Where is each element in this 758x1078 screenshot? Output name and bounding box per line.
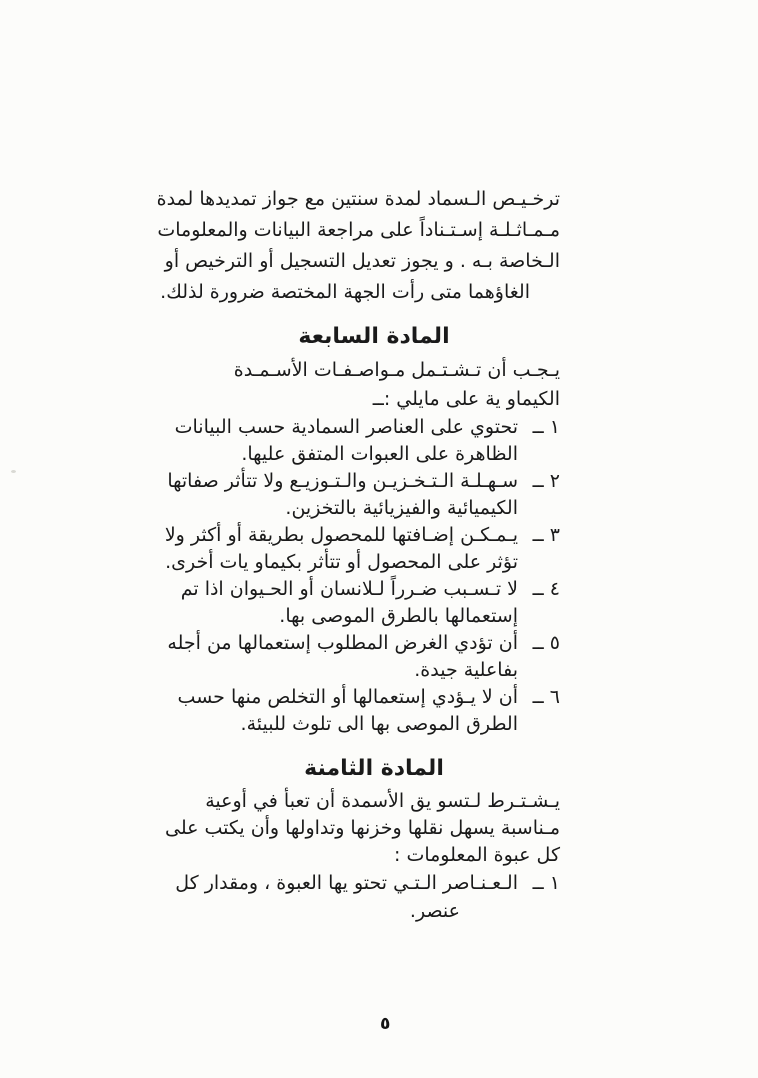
list-item [167, 630, 560, 684]
list-item [177, 684, 560, 738]
list-item-continuation-line: بفاعلية جيدة. [414, 659, 518, 681]
text-line: يـشـتـرط لـتسو يق الأسمدة أن تعبأ في أوعية [205, 790, 560, 812]
list-item-continuation-line: عنصر. [409, 900, 460, 922]
page-number: ٥ [380, 1014, 391, 1034]
text-line: يـجـب أن تـشـتـمل مـواصـفـات الأسـمـدة [233, 359, 560, 381]
list-item-continuation-line: الطرق الموصى بها الى تلوث للبيئة. [240, 713, 518, 735]
list-item-continuation-line: الكيميائية والفيزيائية بالتخزين. [285, 497, 518, 519]
list-item [164, 522, 560, 576]
item-marker: ٢ ــ [532, 470, 560, 492]
item-marker: ١ ــ [532, 416, 560, 438]
list-item-first-line [180, 576, 560, 603]
article-eight-heading: المادة الثامنة [304, 756, 444, 781]
list-item-first-line [174, 414, 560, 441]
article-seven-list [164, 414, 560, 738]
text-line: كل عبوة المعلومات : [394, 844, 560, 866]
list-item-first-line [164, 522, 560, 549]
list-item [174, 414, 560, 468]
text-line: ترخـيـص الـسماد لمدة سنتين مع جواز تمديدها لمدة [156, 188, 560, 210]
item-text: لا تـسـبب ضـرراً لـلانسان أو الحـيوان اذا تم [180, 578, 518, 600]
item-marker: ٦ ــ [532, 686, 560, 708]
item-marker: ٤ ــ [532, 578, 560, 600]
list-item [167, 468, 560, 522]
list-item-continuation-line: تؤثر على المحصول أو تتأثر بكيماو يات أخرى. [165, 551, 518, 573]
list-item-first-line [175, 869, 560, 897]
intro-paragraph [156, 184, 560, 308]
list-item-continuation-line: إستعمالها بالطرق الموصى بها. [279, 605, 518, 627]
item-text: سـهـلـة الـتـخـزيـن والـتـوزيـع ولا تتأثر صفاتها [167, 470, 518, 492]
text-line: مـناسبة يسهل نقلها وخزنها وتداولها وأن يكتب على [164, 817, 560, 839]
text-column [156, 184, 560, 925]
item-marker: ٥ ــ [532, 632, 560, 654]
article-seven-lead [188, 356, 560, 414]
article-eight-lead [164, 788, 560, 869]
article-seven-heading: المادة السابعة [298, 324, 450, 349]
item-text: أن لا يـؤدي إستعمالها أو التخلص منها حسب [177, 686, 518, 708]
item-marker: ١ ــ [532, 872, 560, 894]
item-text: يـمـكـن إضـافتها للمحصول بطريقة أو أكثر ولا [164, 524, 518, 546]
list-item-continuation-line: الظاهرة على العبوات المتفق عليها. [241, 443, 518, 465]
text-line: الكيماو ية على مايلي :ــ [372, 388, 560, 410]
item-text: تحتوي على العناصر السمادية حسب البيانات [174, 416, 518, 438]
list-item [175, 869, 560, 925]
article-eight-list [175, 869, 560, 925]
list-item-first-line [167, 468, 560, 495]
list-item-first-line [167, 630, 560, 657]
list-item-first-line [177, 684, 560, 711]
item-text: الـعـنـاصر الـتـي تحتو يها العبوة ، ومقدار كل [175, 872, 518, 894]
text-line: الغاؤهما متى رأت الجهة المختصة ضرورة لذلك. [160, 281, 530, 303]
text-line: مـمـاثـلـة إسـتـناداً على مراجعة البيانات والمعلومات [157, 219, 560, 241]
text-line: الـخاصة بـه . و يجوز تعديل التسجيل أو الترخيص أو [164, 250, 560, 272]
item-text: أن تؤدي الغرض المطلوب إستعمالها من أجله [167, 632, 518, 654]
item-marker: ٣ ــ [532, 524, 560, 546]
scan-artifact-dot [11, 470, 16, 473]
list-item [180, 576, 560, 630]
